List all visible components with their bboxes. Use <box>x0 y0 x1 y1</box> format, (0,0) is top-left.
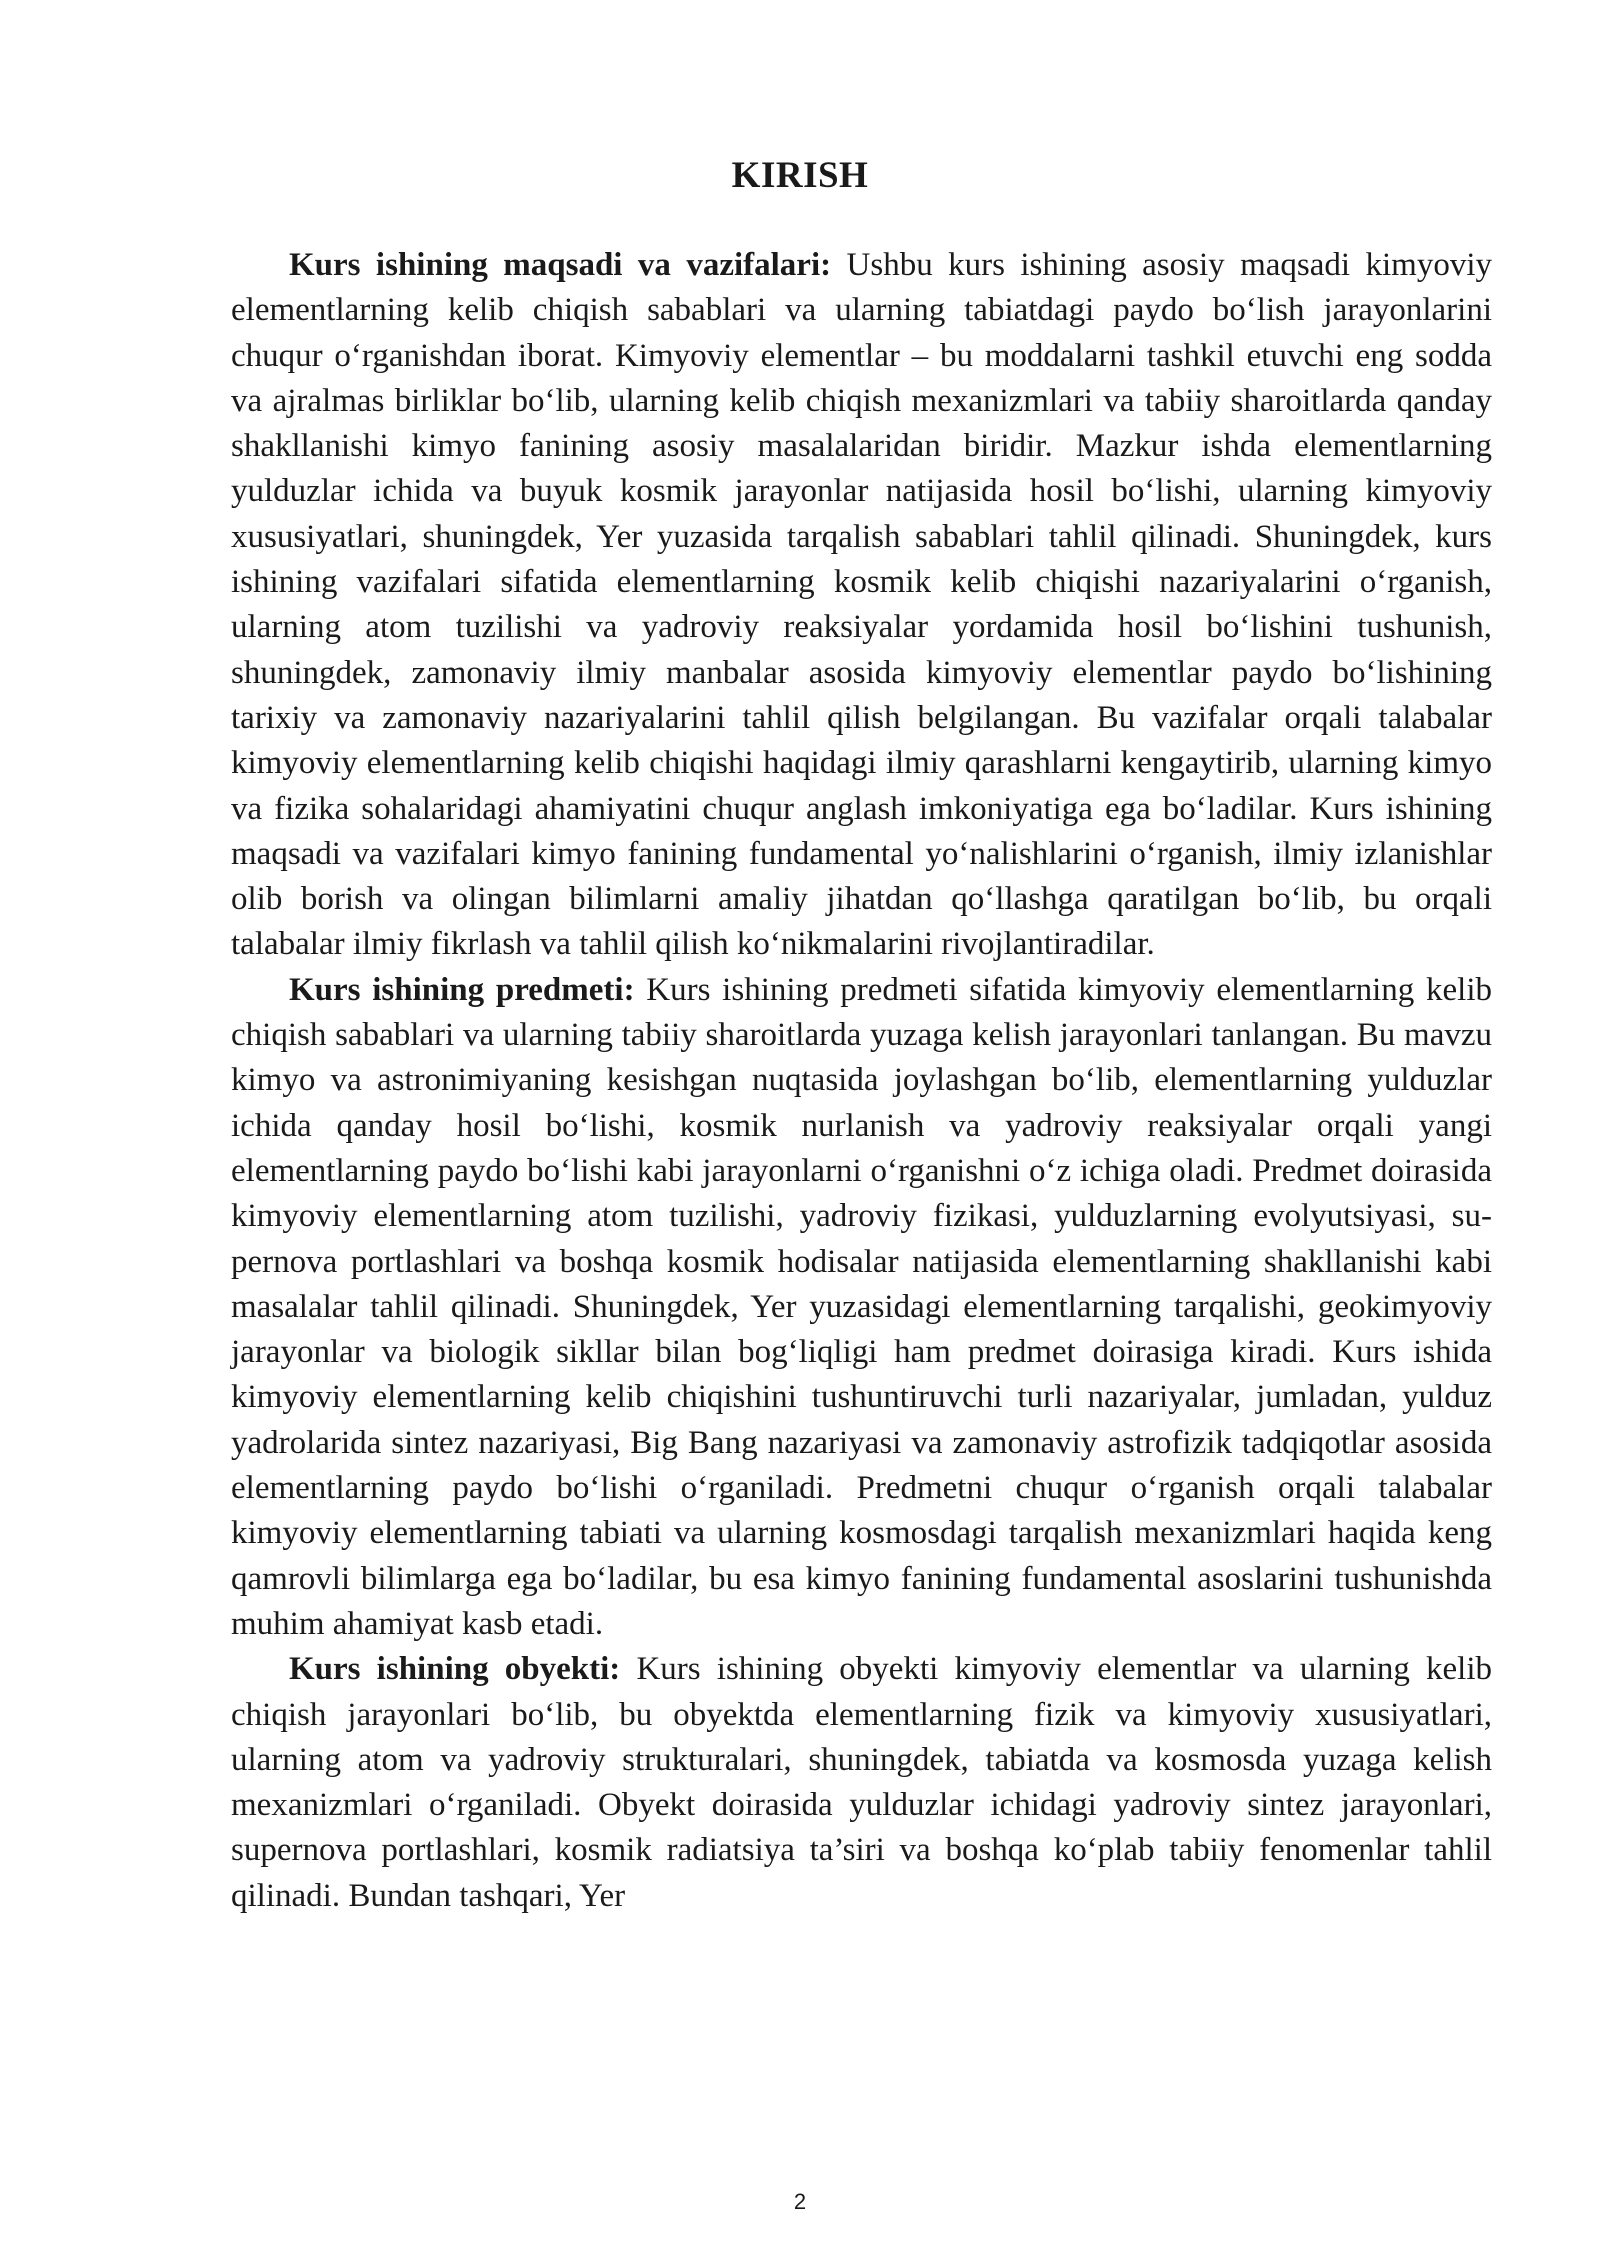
paragraph-purpose <box>231 243 1492 968</box>
body-text <box>231 243 1492 1919</box>
paragraph-text: Kurs ishining predmeti sifatida kimyoviy elementlarning kelib chiqish sabablari va ularning tabiiy sharoitlarda yuzaga kelish jarayonlari tanlangan. Bu mavzu kimyo va astronimiyaning kesishgan nuqtasida joylashgan bo‘lib, elementlarning yulduzlar ichida qanday hosil bo‘lishi, kosmik nurlanish va yadroviy reaksiyalar orqali yangi elementlarning paydo bo‘lishi kabi jarayonlarni o‘rganishni o‘z ichiga oladi. Predmet doirasida kimyoviy elementlarning atom tuzilishi, yadroviy fizikasi, yulduzlarning evolyutsiyasi, supernova portlashlari va boshqa kosmik hodisalar natijasida elementlarning shakllanishi kabi masalalar tahlil qilinadi. Shuningdek, Yer yuzasidagi elementlarning tarqalishi, geokimyoviy jarayonlar va biologik sikllar bilan bog‘liqligi ham predmet doirasiga kiradi. Kurs ishida kimyoviy elementlarning kelib chiqishini tushuntiruvchi turli nazariyalar, jumladan, yulduz yadrolarida sintez nazariyasi, Big Bang nazariyasi va zamonaviy astrofizik tadqiqotlar asosida elementlarning paydo bo‘lishi o‘rganiladi. Predmetni chuqur o‘rganish orqali talabalar kimyoviy elementlarning tabiati va ularning kosmosdagi tarqalish mexanizmlari haqida keng qamrovli bilimlarga ega bo‘ladilar, bu esa kimyo fanining fundamental asoslarini tushunishda muhim ahamiyat kasb etadi. <box>231 971 1492 1642</box>
paragraph-lead: Kurs ishining obyekti: <box>289 1651 621 1688</box>
paragraph-lead: Kurs ishining maqsadi va vazifalari: <box>289 247 832 283</box>
paragraph-lead: Kurs ishining predmeti: <box>289 971 635 1008</box>
paragraph-subject <box>231 968 1492 1647</box>
paragraph-text: Kurs ishining obyekti kimyoviy elementlar va ularning kelib chiqish jarayonlari bo‘lib, bu obyektda elementlarning fizik va kimyoviy xususiyatlari, ularning atom va yadroviy strukturalari, shuningdek, tabiatda va kosmosda yuzaga kelish mexanizmlari o‘rganiladi. Obyekt doirasida yulduzlar ichidagi yadroviy sintez jarayonlari, supernova portlashlari, kosmik radiatsiya ta’siri va boshqa ko‘plab tabiiy fenomenlar tahlil qilinadi. Bundan tashqari, Yer <box>231 1651 1492 1914</box>
page-heading: KIRISH <box>731 155 869 196</box>
page-number: 2 <box>793 2189 807 2214</box>
paragraph-object <box>231 1647 1492 1919</box>
paragraph-text: Ushbu kurs ishining asosiy maqsadi kimyoviy elementlarning kelib chiqish sabablari va ularning tabiatdagi paydo bo‘lish jarayonlarini chuqur o‘rganishdan iborat. Kimyoviy elementlar – bu moddalarni tashkil etuvchi eng sodda va ajralmas birliklar bo‘lib, ularning kelib chiqish mexanizmlari va tabiiy sharoitlarda qanday shakllanishi kimyo fanining asosiy masalalaridan biridir. Mazkur ishda elementlarning yulduzlar ichida va buyuk kosmik jarayonlar natijasida hosil bo‘lishi, ularning kimyoviy xususiyatlari, shuningdek, Yer yuzasida tarqalish sabablari tahlil qilinadi. Shuningdek, kurs ishining vazifalari sifatida elementlarning kosmik kelib chiqishi nazariyalarini o‘rganish, ularning atom tuzilishi va yadroviy reaksiyalar yordamida hosil bo‘lishini tushunish, shuningdek, zamonaviy ilmiy manbalar asosida kimyoviy elementlar paydo bo‘lishining tarixiy va zamonaviy nazariyalarini tahlil qilish belgilangan. Bu vazifalar orqali talabalar kimyoviy elementlarning kelib chiqishi haqidagi ilmiy qarashlarni kengaytirib, ularning kimyo va fizika sohalaridagi ahamiyatini chuqur anglash imkoniyatiga ega bo‘ladilar. Kurs ishining maqsadi va vazifalari kimyo fanining fundamental yo‘nalishlarini o‘rganish, ilmiy izlanishlar olib borish va olingan bilimlarni amaliy jihatdan qo‘llashga qaratilgan bo‘lib, bu orqali talabalar ilmiy fikrlash va tahlil qilish ko‘nikmalarini rivojlantiradilar. <box>231 247 1492 963</box>
